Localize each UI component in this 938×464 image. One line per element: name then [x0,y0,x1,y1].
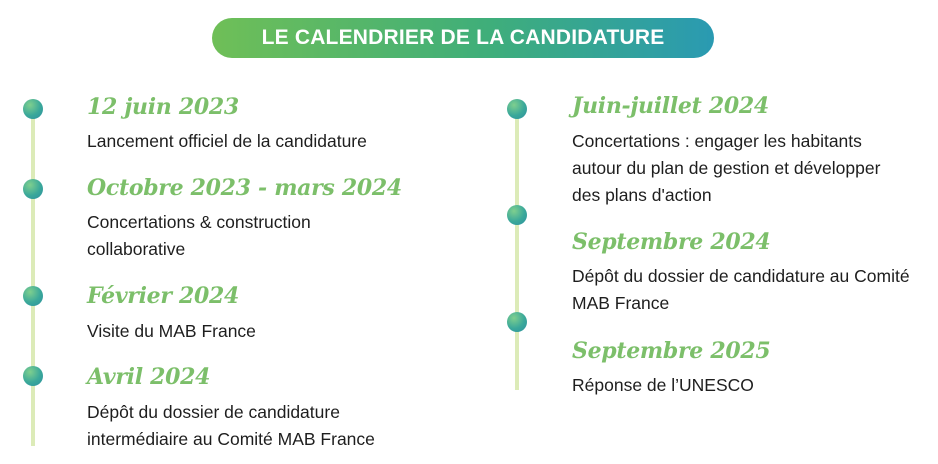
event-date: Septembre 2025 [572,338,771,364]
timeline-dot [23,286,43,306]
event-date: Juin-juillet 2024 [572,93,769,119]
event-description: Lancement officiel de la candidature [87,131,367,151]
event-description: Dépôt du dossier de candidature intermédiaire au Comité MAB France [87,402,375,449]
event-date: 12 juin 2023 [87,94,239,120]
page-title: LE CALENDRIER DE LA CANDIDATURE [261,26,665,49]
event-date: Septembre 2024 [572,229,771,255]
event-description: Concertations : engager les habitants autour du plan de gestion et développer des plans d'action [572,131,881,205]
timeline-dot [507,312,527,332]
right-timeline-line [515,108,519,390]
timeline-dot [23,179,43,199]
event-date: Avril 2024 [87,364,211,390]
timeline-dot [507,205,527,225]
event-date: Février 2024 [87,283,240,309]
title-banner [212,18,714,58]
event-description: Dépôt du dossier de candidature au Comité MAB France [572,266,910,313]
event-description: Visite du MAB France [87,321,256,341]
event-description: Réponse de l’UNESCO [572,375,754,395]
event-date: Octobre 2023 - mars 2024 [87,175,402,201]
event-description: Concertations & construction collaborative [87,212,311,259]
timeline-dot [23,366,43,386]
timeline-dot [23,99,43,119]
left-timeline-line [31,108,35,446]
timeline-dot [507,99,527,119]
